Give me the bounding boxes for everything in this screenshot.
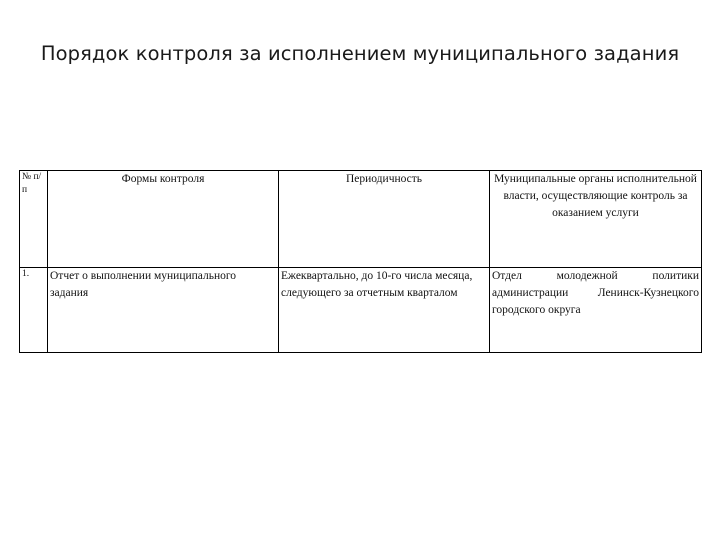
table-row [20,268,702,353]
header-control-forms: Формы контроля [48,171,279,268]
row-number: 1. [20,268,48,353]
row-control-form: Отчет о выполнении муниципального задания [48,268,279,353]
header-periodicity: Периодичность [279,171,490,268]
control-table [19,170,702,353]
page-title: Порядок контроля за исполнением муниципального задания [40,42,680,65]
row-control-body: Отдел молодежной политики администрации Ленинск-Кузнецкого городского округа [490,268,702,353]
row-periodicity: Ежеквартально, до 10-го числа месяца, следующего за отчетным кварталом [279,268,490,353]
header-control-bodies: Муниципальные органы исполнительной власти, осуществляющие контроль за оказанием услуги [490,171,702,268]
table-header-row [20,171,702,268]
header-number: № п/п [20,171,48,268]
